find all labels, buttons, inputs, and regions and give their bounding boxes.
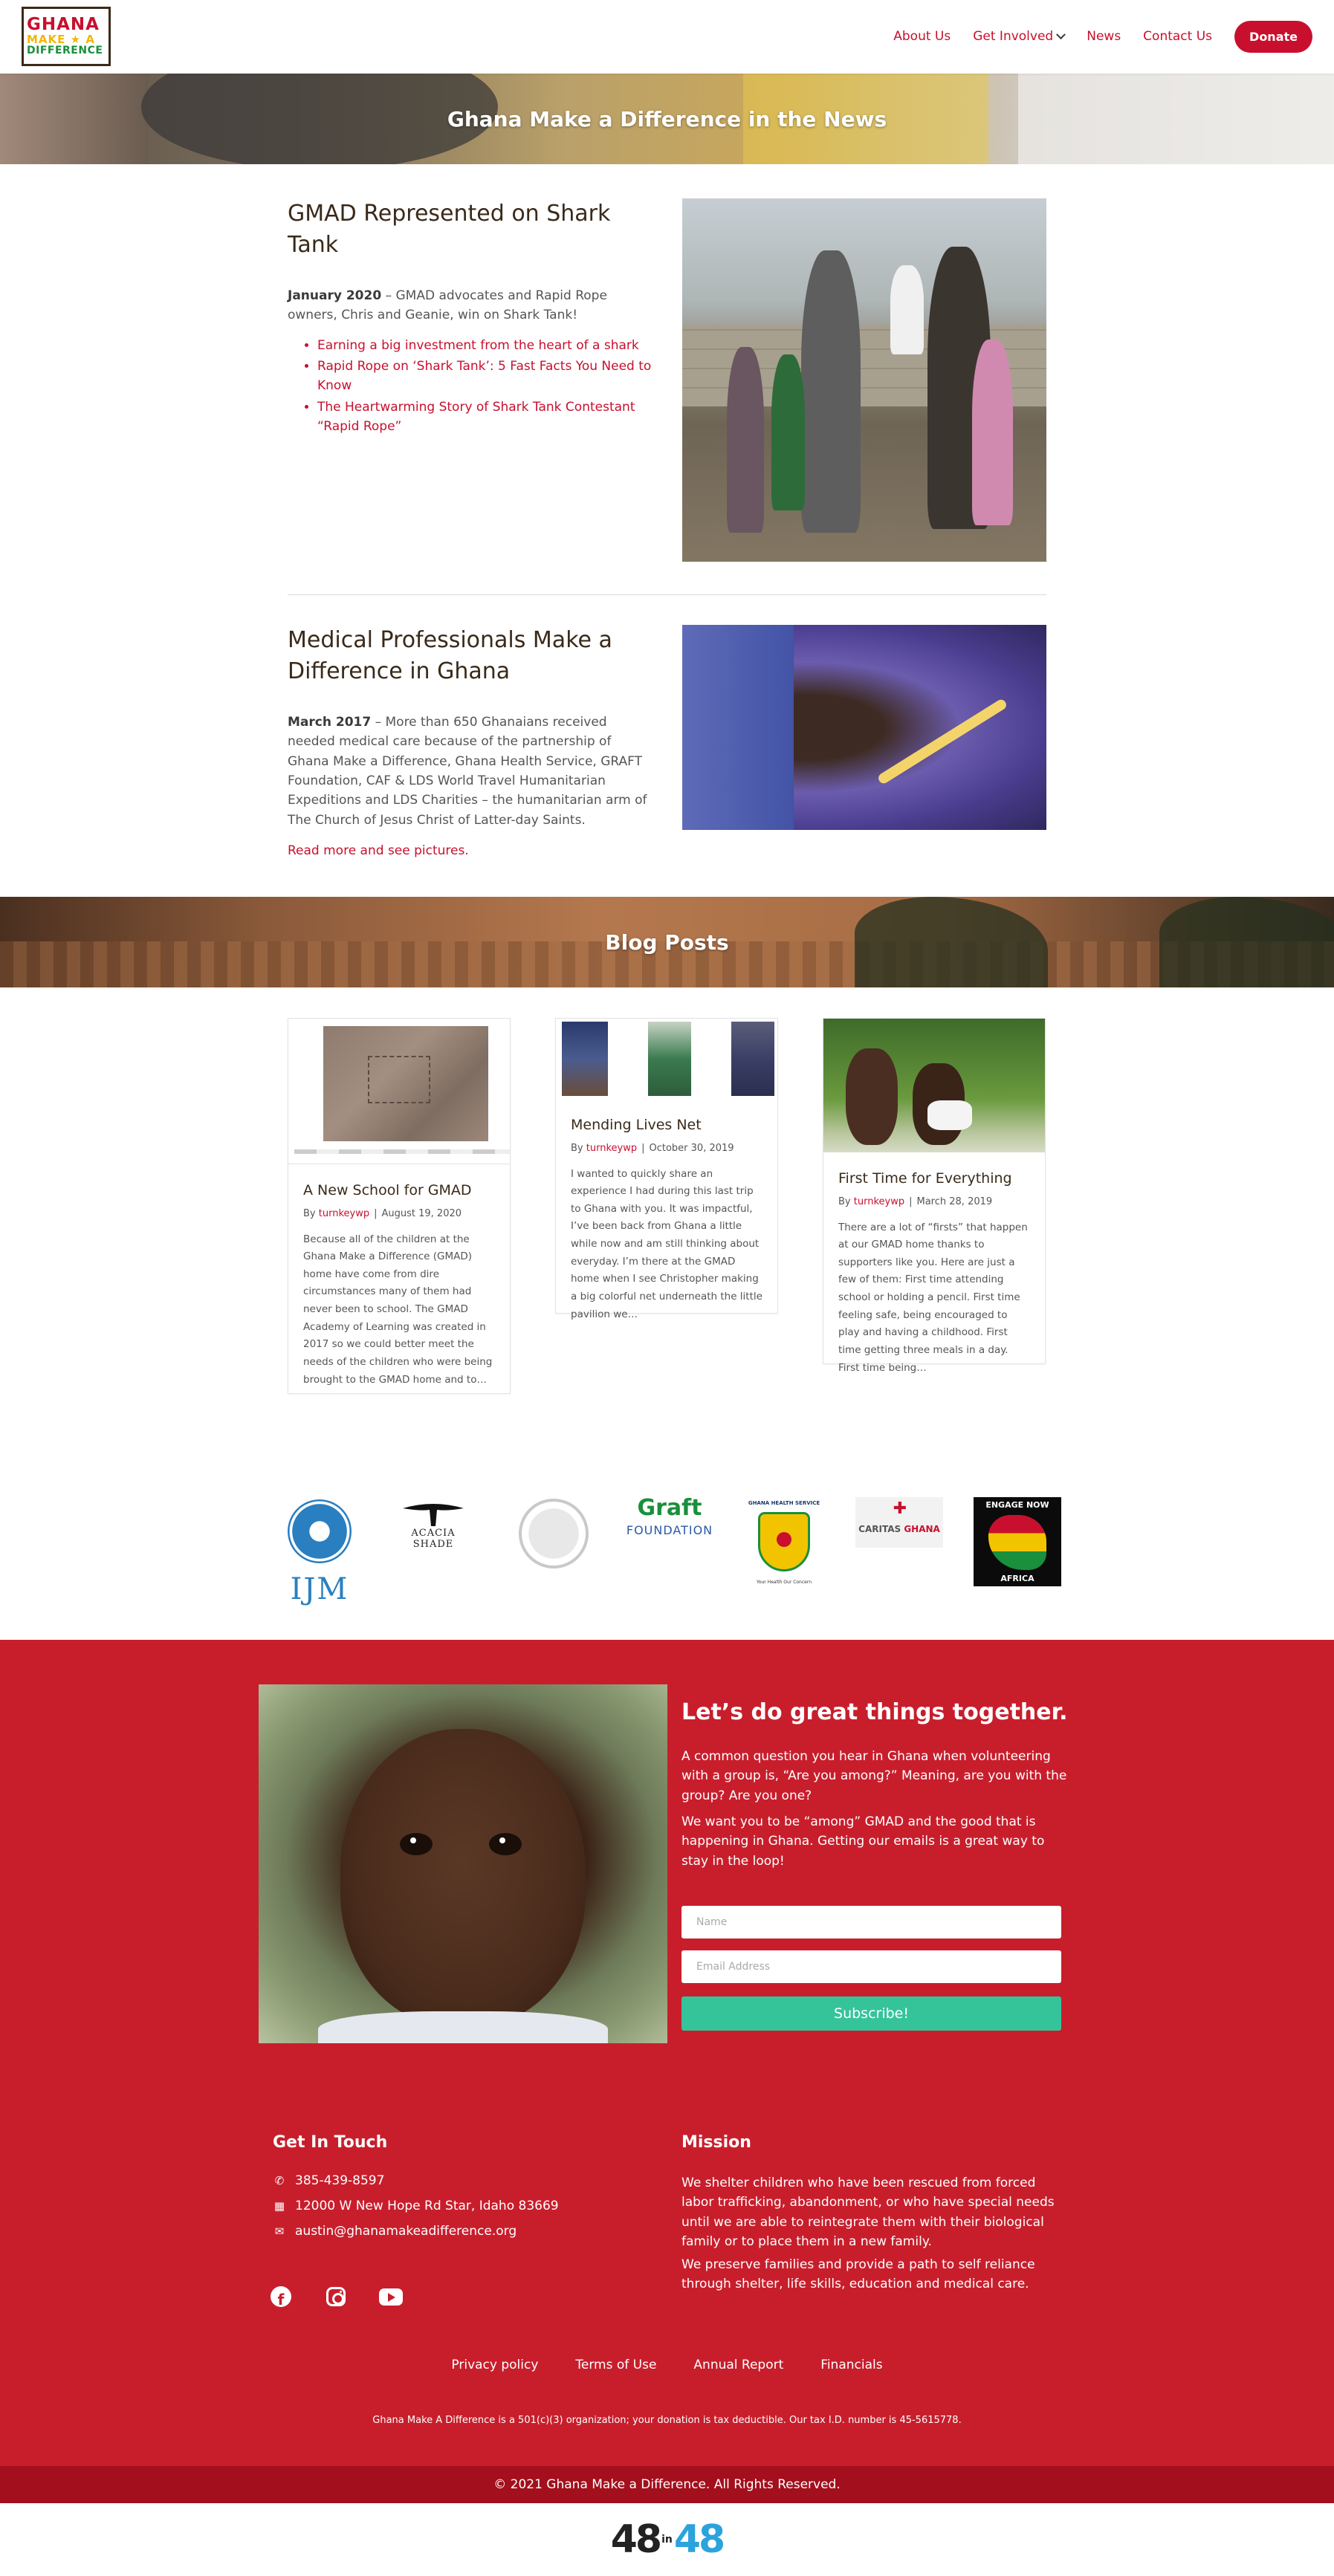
blog-card-excerpt: There are a lot of “firsts” that happen at our GMAD home thanks to supporters like you. Here are just a few of them: First time attending school or holding a pencil. First time feeling safe, being encouraged to play and having a childhood. First time getting three meals in a day. First time being…: [838, 1221, 1028, 1374]
article-link[interactable]: • Rapid Rope on ‘Shark Tank’: 5 Fast Facts You Need to Know: [317, 357, 655, 396]
blog-card[interactable]: [555, 1018, 778, 1320]
blog-card-excerpt: I wanted to quickly share an experience I had during this last trip to Ghana with you. It was impactful, I’ve been back from Ghana a little while now and am still thinking about everyday. I’m there at the GMAD home when I see Christopher making a big colorful net underneath the little pavilion we…: [571, 1167, 762, 1320]
cta-heading: Let’s do great things together.: [681, 1699, 1068, 1725]
blog-card[interactable]: [823, 1018, 1046, 1374]
globe-icon: [288, 1499, 352, 1563]
blog-date: August 19, 2020: [381, 1207, 462, 1219]
partner-acacia-shade-logo[interactable]: [392, 1501, 474, 1550]
article-date: January 2020: [288, 288, 382, 303]
blog-by: By: [838, 1195, 851, 1207]
cta-paragraph: We want you to be “among” GMAD and the good that is happening in Ghana. Getting our emails is a great way to stay in the loop!: [681, 1814, 1045, 1869]
partner-engage-now-africa-logo[interactable]: [974, 1497, 1061, 1586]
shield-icon: [758, 1512, 810, 1571]
partner-ghana-health-service-logo[interactable]: [747, 1497, 821, 1586]
blog-date: March 28, 2019: [916, 1195, 993, 1207]
article-body: [288, 713, 655, 830]
child-photo: [259, 1684, 667, 2043]
article-divider: [288, 594, 1046, 595]
ijm-label: IJM: [290, 1572, 349, 1606]
banner-bg: [0, 74, 149, 164]
graft-label: Graft: [637, 1495, 702, 1521]
mission-paragraph: We preserve families and provide a path to self reliance through shelter, life skills, education and medical care.: [681, 2257, 1035, 2292]
article-title: GMAD Represented on Shark Tank: [288, 201, 611, 258]
financials-link[interactable]: Financials: [820, 2358, 883, 2372]
youtube-icon: [379, 2288, 403, 2306]
blog-by: By: [571, 1142, 583, 1154]
thumb-image: [731, 1022, 774, 1096]
map-strip: [294, 1149, 510, 1154]
photo-eye: [489, 1833, 522, 1855]
engage-box: [974, 1497, 1061, 1586]
get-in-touch-heading: Get In Touch: [273, 2133, 388, 2152]
nav-get-involved[interactable]: [973, 29, 1064, 44]
youtube-link[interactable]: [379, 2285, 403, 2309]
logo-line-3: DIFFERENCE: [27, 45, 103, 57]
nav-contact-us[interactable]: Contact Us: [1143, 29, 1213, 44]
email-input[interactable]: [681, 1950, 1061, 1983]
article-body: [288, 286, 655, 325]
cta-footer-section: [0, 1640, 1334, 2466]
blog-card-meta: By turnkeywp | March 28, 2019: [838, 1195, 993, 1207]
blog-card-title[interactable]: Mending Lives Net: [571, 1117, 702, 1133]
nav-about-us[interactable]: About Us: [893, 29, 951, 44]
footer-links: [0, 2358, 1334, 2372]
partner-ijm-logo[interactable]: [285, 1499, 354, 1611]
article-summary: – More than 650 Ghanaians received needed medical care because of the partnership of Ghana Make a Difference, Ghana Health Service, GRAFT Foundation, CAF & LDS World Travel Humanitarian Expeditions and LDS Charities – the humanitarian arm of The Church of Jesus Christ of Latter-day Saints.: [288, 715, 647, 828]
blog-author-link[interactable]: turnkeywp: [318, 1207, 370, 1219]
map-icon: ▦: [273, 2199, 285, 2213]
donate-button[interactable]: Donate: [1234, 21, 1312, 53]
blog-card[interactable]: [288, 1018, 511, 1394]
article-medical: [288, 625, 1046, 870]
read-more-link[interactable]: Read more and see pictures.: [288, 843, 469, 859]
chevron-down-icon: [1056, 30, 1066, 39]
tree-icon: [401, 1501, 465, 1526]
contact-address[interactable]: [273, 2199, 559, 2213]
badge-left: 48: [610, 2517, 661, 2562]
article-link[interactable]: • The Heartwarming Story of Shark Tank Contestant “Rapid Rope”: [317, 398, 655, 437]
blog-card-title[interactable]: A New School for GMAD: [303, 1182, 472, 1198]
banner-bg: [1018, 74, 1334, 164]
partner-graft-foundation-logo[interactable]: [621, 1495, 718, 1540]
banner-bg: [141, 74, 498, 164]
photo-person: [890, 265, 924, 354]
caritas-label: CARITAS GHANA: [858, 1524, 940, 1534]
address-text: 12000 W New Hope Rd Star, Idaho 83669: [295, 2199, 559, 2213]
article-text: [288, 198, 655, 438]
graft-sub-label: FOUNDATION: [626, 1523, 713, 1537]
banner-bg: [855, 897, 1048, 987]
article-shark-tank: [288, 198, 1046, 562]
blog-card-meta: By turnkeywp | October 30, 2019: [571, 1142, 734, 1154]
copyright-text: © 2021 Ghana Make a Difference. All Rights Reserved.: [493, 2477, 841, 2492]
blog-card-title[interactable]: First Time for Everything: [838, 1170, 1012, 1187]
nav-get-involved-label: Get Involved: [973, 29, 1054, 44]
family-icon: [519, 1499, 589, 1568]
medical-photo: [682, 625, 1046, 830]
photo-shirt: [318, 2011, 608, 2043]
photo-face: [340, 1729, 586, 2026]
blog-banner-title: Blog Posts: [605, 929, 729, 955]
instagram-link[interactable]: [324, 2285, 348, 2309]
article-title: Medical Professionals Make a Difference in Ghana: [288, 627, 612, 684]
partner-caritas-ghana-logo[interactable]: [855, 1497, 943, 1548]
mission-paragraph: We shelter children who have been rescued from forced labor trafficking, abandonment, or who have special needs until we are able to reintegrate them with their biological family or to place them in a new family.: [681, 2176, 1055, 2250]
thumb-image: [562, 1022, 608, 1096]
subscribe-button[interactable]: Subscribe!: [681, 1996, 1061, 2031]
article-link-list: [288, 336, 655, 437]
terms-of-use-link[interactable]: Terms of Use: [575, 2358, 657, 2372]
cta-paragraph: A common question you hear in Ghana when volunteering with a group is, “Are you among?” Meaning, are you with the group? Are you one?: [681, 1749, 1067, 1803]
news-banner: [0, 74, 1334, 164]
blog-card-excerpt: Because all of the children at the Ghana Make a Difference (GMAD) home have come from dire circumstances many of them had never been to school. The GMAD Academy of Learning was created in 2017 so we could better meet the needs of the children who were being brought to the GMAD home and to…: [303, 1233, 493, 1386]
photo-person: [771, 354, 805, 510]
badge-mid: in: [661, 2534, 673, 2546]
cross-icon: ✚: [893, 1499, 907, 1518]
photo-person: [846, 1048, 898, 1145]
privacy-policy-link[interactable]: Privacy policy: [451, 2358, 539, 2372]
thumb-image: [648, 1022, 691, 1096]
blog-card-image: [288, 1019, 510, 1164]
blog-card-meta: By turnkeywp | August 19, 2020: [303, 1207, 462, 1219]
blog-card-image: [823, 1019, 1045, 1152]
photo-tube: [876, 698, 1008, 785]
tax-note: Ghana Make A Difference is a 501(c)(3) organization; your donation is tax deductible. Our tax I.D. number is 45-5615778.: [372, 2415, 962, 2426]
phone-icon: ✆: [274, 2174, 285, 2187]
blog-date: October 30, 2019: [649, 1142, 734, 1154]
photo-cloth: [682, 625, 794, 830]
banner-bg: [1159, 897, 1334, 987]
annual-report-link[interactable]: Annual Report: [693, 2358, 784, 2372]
africa-map-icon: [988, 1515, 1046, 1570]
badge-right: 48: [673, 2517, 724, 2562]
ghs-label: GHANA HEALTH SERVICE: [748, 1500, 820, 1506]
engage-africa-label: AFRICA: [1000, 1574, 1035, 1583]
article-text: [288, 625, 655, 858]
facebook-link[interactable]: [269, 2285, 293, 2309]
name-input[interactable]: [681, 1906, 1061, 1939]
acacia-label: ACACIA SHADE: [411, 1528, 456, 1550]
copyright-bar: [0, 2466, 1334, 2503]
48in48-badge[interactable]: [606, 2519, 728, 2560]
article-summary: – GMAD advocates and Rapid Rope owners, Chris and Geanie, win on Shark Tank!: [288, 288, 607, 323]
main-nav: [893, 20, 1312, 53]
phone-number: 385-439-8597: [295, 2173, 385, 2188]
site-logo[interactable]: [22, 7, 111, 66]
contact-email[interactable]: [273, 2224, 517, 2239]
caritas-box: [855, 1497, 943, 1548]
logo-line-1: GHANA: [27, 15, 100, 35]
email-text: austin@ghanamakeadifference.org: [295, 2224, 517, 2239]
article-date: March 2017: [288, 715, 372, 730]
partner-circle-logo[interactable]: [517, 1496, 591, 1571]
logo-line-2: MAKE ★ A: [27, 32, 95, 46]
blog-author-link[interactable]: turnkeywp: [853, 1195, 905, 1207]
facebook-icon: f: [271, 2286, 291, 2307]
photo-person: [727, 347, 764, 533]
nav-news[interactable]: News: [1087, 29, 1121, 44]
photo-eye: [400, 1833, 433, 1855]
photo-person: [801, 250, 861, 533]
map-image: [323, 1026, 488, 1141]
email-icon: ✉: [274, 2225, 285, 2238]
photo-shirt: [927, 1100, 972, 1130]
news-banner-title: Ghana Make a Difference in the News: [447, 106, 887, 132]
photo-person: [972, 340, 1013, 525]
shark-tank-photo: [682, 198, 1046, 562]
mission-heading: Mission: [681, 2133, 751, 2152]
blog-card-image: [556, 1019, 777, 1106]
blog-banner: [0, 897, 1334, 987]
ghs-motto: Your Health Our Concern: [756, 1580, 812, 1585]
contact-phone[interactable]: [273, 2173, 384, 2188]
blog-author-link[interactable]: turnkeywp: [586, 1142, 638, 1154]
article-link[interactable]: • Earning a big investment from the heart of a shark: [317, 336, 655, 355]
instagram-icon: [326, 2287, 346, 2306]
blog-by: By: [303, 1207, 316, 1219]
engage-label: ENGAGE NOW: [985, 1500, 1049, 1510]
site-header: [0, 0, 1334, 74]
